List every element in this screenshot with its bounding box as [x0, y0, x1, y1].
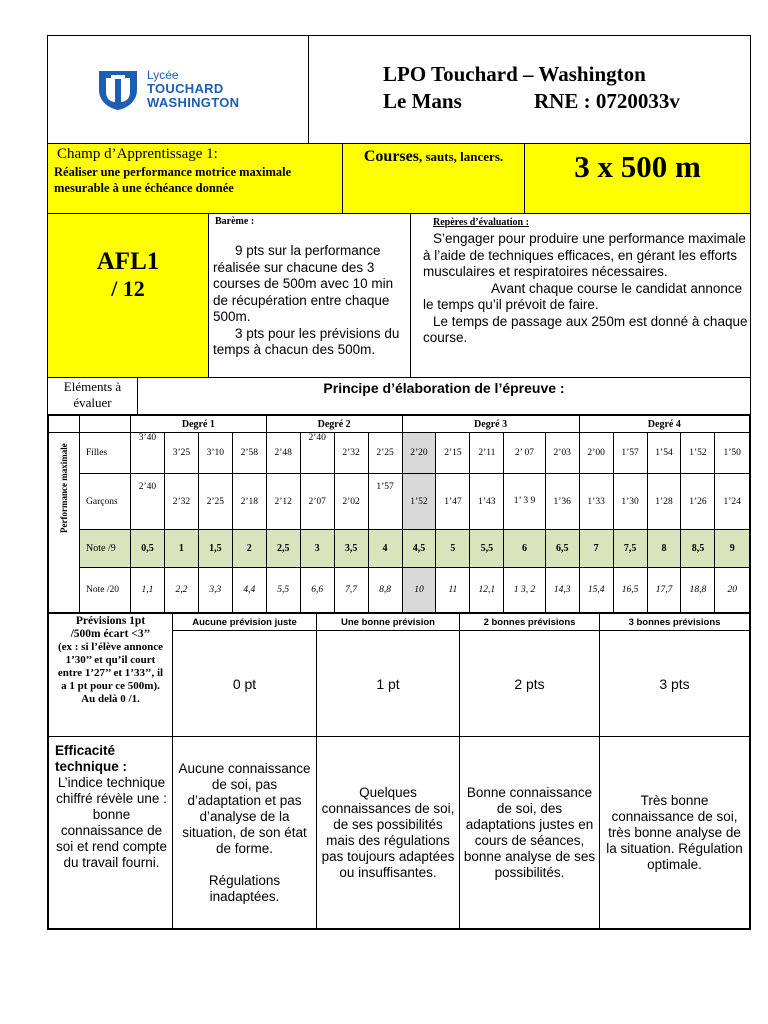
champ-cell [47, 143, 343, 214]
grid-cell: 2’00 [579, 433, 613, 474]
grid-cell: 1’57 [613, 433, 647, 474]
grid-cell: 2’03 [545, 433, 579, 474]
school-city: Le Mans [383, 89, 462, 113]
degree-header-row [48, 415, 750, 433]
grid-cell: 4,5 [402, 530, 436, 568]
grid-cell: 2’11 [470, 433, 504, 474]
grid-cell: 6,5 [545, 530, 579, 568]
performance-grid [47, 414, 751, 614]
grid-cell: 9 [715, 530, 750, 568]
logo-line2: WASHINGTON [147, 95, 240, 110]
efficacite-row [48, 737, 750, 930]
grid-cell: 2’32 [334, 433, 368, 474]
grid-cell: 2’12 [266, 474, 300, 530]
grid-cell: 12,1 [470, 568, 504, 614]
grid-cell: 11 [436, 568, 470, 614]
epreuve-cell [524, 143, 751, 214]
grid-cell: 8,5 [681, 530, 715, 568]
grid-cell: 3’25 [164, 433, 198, 474]
grid-cell: 1’43 [470, 474, 504, 530]
champ-title: Champ d’Apprentissage 1: [57, 146, 218, 162]
grid-cell: 6,6 [300, 568, 334, 614]
reperes-text [423, 231, 749, 347]
epreuve-title: 3 x 500 m [574, 149, 701, 184]
level-text: Aucune connaissance de soi, pas d’adaptation et pas d’analyse de la situation, de son état de forme. [178, 760, 311, 856]
activity-cell [342, 143, 525, 214]
grid-cell: 2’25 [198, 474, 232, 530]
degree-1-header: Degré 1 [131, 415, 267, 433]
efficacite-desc: L’indice technique chiffré révèle une : bonne connaissance de soi et rend compte du travail fourni. [55, 775, 168, 870]
level-text: Bonne connaissance de soi, des adaptations justes en cours de séances, bonne analyse de ses possibilités. [463, 784, 596, 880]
prev-header-0: Aucune prévision juste [173, 613, 317, 631]
grid-cell: 1’47 [436, 474, 470, 530]
grid-cell: 1’54 [647, 433, 681, 474]
grid-cell: 5,5 [470, 530, 504, 568]
bareme-p2: 3 pts pour les prévisions du temps à chacun des 500m. [213, 325, 400, 357]
reperes-p3: Le temps de passage aux 250m est donné à chaque course. [423, 313, 748, 345]
grid-cell: 2’18 [232, 474, 266, 530]
grid-cell: 8,8 [368, 568, 402, 614]
school-name: LPO Touchard – Washington [383, 62, 646, 86]
grid-row-filles [48, 433, 750, 474]
shield-logo-icon [96, 68, 140, 112]
row-label: Filles [80, 433, 131, 474]
prev-header-2: 2 bonnes prévisions [460, 613, 600, 631]
grid-cell: 1 3, 2 [504, 568, 545, 614]
elements-cell [47, 377, 138, 415]
efficacite-level-1 [317, 737, 460, 930]
grid-cell: 1’30 [613, 474, 647, 530]
grid-cell: 1’ 3 9 [504, 474, 545, 530]
grid-cell: 1’57 [368, 474, 402, 530]
logo-cell [47, 35, 309, 144]
grid-cell: 7,7 [334, 568, 368, 614]
prev-points-3: 3 pts [600, 631, 751, 737]
grid-cell: 16,5 [613, 568, 647, 614]
grid-cell: 1,1 [131, 568, 165, 614]
previsions-example: (ex : si l’élève annonce 1’30’’ et qu’il court entre 1’27’’ et 1’33’’, il a 1 pt pour ce 500m). Au delà 0 /1. [57, 641, 164, 705]
school-info-cell [308, 35, 751, 144]
prev-header-1: Une bonne prévision [317, 613, 460, 631]
grid-cell: 15,4 [579, 568, 613, 614]
level-text: Très bonne connaissance de soi, très bonne analyse de la situation. Régulation optimale. [606, 792, 743, 872]
row-label: Note /20 [80, 568, 131, 614]
grid-cell: 3 [300, 530, 334, 568]
bareme-p1: 9 pts sur la performance réalisée sur chacune des 3 courses de 500m avec 10 min de récupération entre chaque 500m. [213, 243, 394, 324]
grid-cell: 3’10 [198, 433, 232, 474]
grid-cell: 2’25 [368, 433, 402, 474]
grid-cell: 2’15 [436, 433, 470, 474]
efficacite-title: Efficacité technique : [55, 743, 128, 774]
principe-cell [137, 377, 751, 415]
efficacite-label-cell [48, 737, 173, 930]
prev-points-2: 2 pts [460, 631, 600, 737]
reperes-p1: S’engager pour produire une performance maximale à l’aide de techniques efficaces, en gérant les efforts musculaires et respiratoires nécessaires. [423, 231, 746, 279]
grid-cell: 2’40 [300, 433, 334, 474]
grid-cell: 3,3 [198, 568, 232, 614]
grid-cell: 2,5 [266, 530, 300, 568]
grid-cell: 2’58 [232, 433, 266, 474]
grid-cell: 6 [504, 530, 545, 568]
degree-2-header: Degré 2 [266, 415, 402, 433]
principe-title: Principe d’élaboration de l’épreuve : [323, 380, 565, 396]
grid-cell: 7,5 [613, 530, 647, 568]
logo-top-text: Lycée [147, 68, 179, 82]
grid-cell: 4 [368, 530, 402, 568]
previsions-header-row [48, 613, 750, 631]
bareme-label: Barème : [215, 216, 255, 227]
grid-row-garcons [48, 474, 750, 530]
grid-cell: 3’40 [131, 433, 165, 474]
efficacite-level-2 [460, 737, 600, 930]
grid-cell: 1’52 [681, 433, 715, 474]
school-logo [96, 68, 266, 114]
degree-3-header: Degré 3 [402, 415, 579, 433]
degree-4-header: Degré 4 [579, 415, 750, 433]
grid-cell: 2’02 [334, 474, 368, 530]
grid-row-note9 [48, 530, 750, 568]
grid-cell: 1’36 [545, 474, 579, 530]
grid-cell: 4,4 [232, 568, 266, 614]
logo-line1: TOUCHARD [147, 81, 224, 96]
prev-points-1: 1 pt [317, 631, 460, 737]
bareme-cell [208, 213, 411, 378]
efficacite-level-3 [600, 737, 751, 930]
grid-cell: 10 [402, 568, 436, 614]
side-label: Performance maximale [59, 442, 69, 533]
grid-cell: 0,5 [131, 530, 165, 568]
activity-main: Courses [363, 148, 419, 165]
row-label: Note /9 [80, 530, 131, 568]
prev-points-0: 0 pt [173, 631, 317, 737]
grid-corner-label [80, 415, 131, 433]
grid-cell: 3,5 [334, 530, 368, 568]
grid-corner [48, 415, 80, 433]
grid-cell: 2’48 [266, 433, 300, 474]
reperes-p2: Avant chaque course le candidat annonce le temps qu’il prévoit de faire. [423, 280, 743, 312]
level-text: Quelques connaissances de soi, de ses possibilités mais des régulations pas toujours adaptées ou insuffisantes. [321, 784, 455, 880]
grid-cell: 5 [436, 530, 470, 568]
grid-cell: 2’32 [164, 474, 198, 530]
afl-cell [47, 213, 209, 378]
grid-cell: 2’07 [300, 474, 334, 530]
grid-cell: 1’26 [681, 474, 715, 530]
grid-cell: 1’52 [402, 474, 436, 530]
bareme-text [213, 243, 409, 359]
grid-cell: 14,3 [545, 568, 579, 614]
side-label-cell [48, 433, 80, 614]
afl-total: / 12 [111, 276, 145, 301]
grid-cell: 7 [579, 530, 613, 568]
grid-row-note20 [48, 568, 750, 614]
grid-cell: 1’28 [647, 474, 681, 530]
grid-cell: 20 [715, 568, 750, 614]
grid-cell: 1 [164, 530, 198, 568]
grid-cell: 2’40 [131, 474, 165, 530]
reperes-label: Repères d’évaluation : [433, 217, 529, 228]
prev-header-3: 3 bonnes prévisions [600, 613, 751, 631]
grid-cell: 1’50 [715, 433, 750, 474]
previsions-table [47, 612, 751, 930]
level-extra: Régulations inadaptées. [208, 872, 281, 904]
grid-cell: 2’ 07 [504, 433, 545, 474]
grid-cell: 1,5 [198, 530, 232, 568]
grid-cell: 2’20 [402, 433, 436, 474]
previsions-label-cell [48, 613, 173, 737]
grid-cell: 18,8 [681, 568, 715, 614]
grid-cell: 1’33 [579, 474, 613, 530]
previsions-title: Prévisions 1pt /500m écart <3’’ [70, 615, 151, 640]
grid-cell: 17,7 [647, 568, 681, 614]
grid-cell: 2 [232, 530, 266, 568]
afl-title: AFL1 [96, 248, 160, 275]
elements-label: Eléments à évaluer [63, 379, 122, 410]
row-label: Garçons [80, 474, 131, 530]
grid-cell: 8 [647, 530, 681, 568]
champ-desc: Réaliser une performance motrice maximale mesurable à une échéance donnée [54, 165, 292, 195]
grid-cell: 5,5 [266, 568, 300, 614]
reperes-cell [410, 213, 751, 378]
grid-cell: 1’24 [715, 474, 750, 530]
efficacite-level-0 [173, 737, 317, 930]
school-rne: RNE : 0720033v [534, 89, 680, 113]
activity-rest: , sauts, lancers. [418, 149, 504, 164]
grid-cell: 2,2 [164, 568, 198, 614]
